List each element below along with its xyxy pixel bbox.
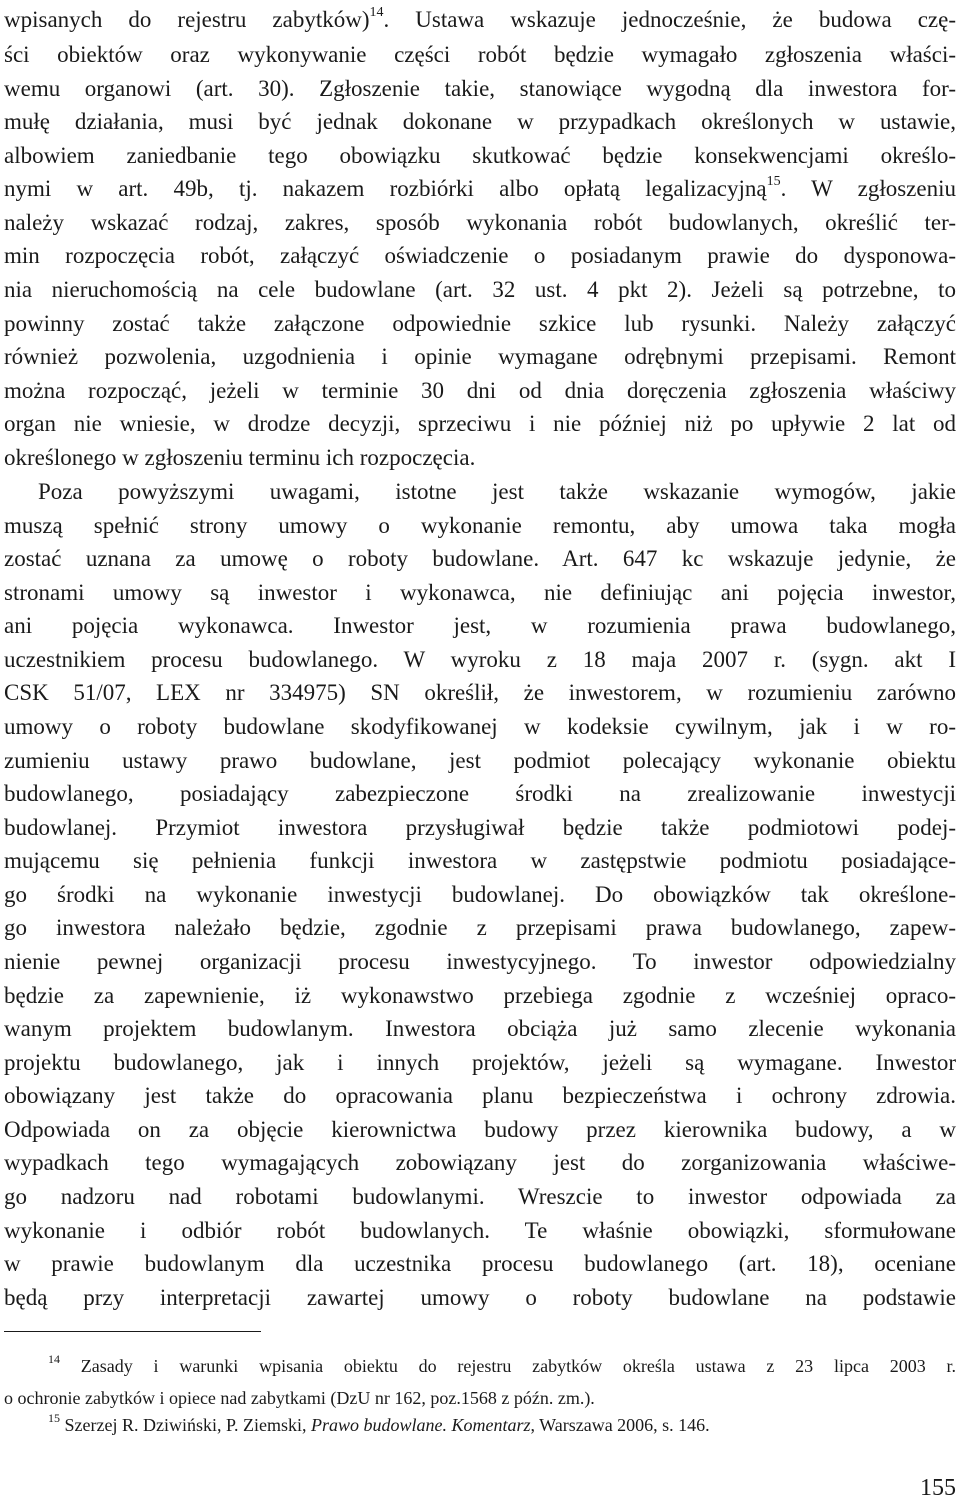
footnote-separator: [4, 1331, 261, 1332]
text-line: mującemu się pełnienia funkcji inwestora w zastępstwie podmiotu posiadające-: [4, 848, 956, 873]
text-line: budowlanej. Przymiot inwestora przysługiwał będzie także podmiotowi podej-: [4, 815, 956, 840]
footnote-text: Zasady i warunki wpisania obiektu do rejestru zabytków określa ustawa z 23 lipca 2003 r.: [80, 1356, 956, 1376]
footnote-14-continuation: o ochronie zabytków i opiece nad zabytkami (DzU nr 162, poz.1568 z późn. zm.).: [4, 1388, 595, 1408]
text-line: można rozpocząć, jeżeli w terminie 30 dni od dnia doręczenia zgłoszenia właściwy: [4, 378, 956, 403]
text-line: go nadzoru nad robotami budowlanymi. Wreszcie to inwestor odpowiada za: [4, 1184, 956, 1209]
page-number: 155: [920, 1475, 956, 1501]
text-line: w prawie budowlanym dla uczestnika procesu budowlanego (art. 18), oceniane: [4, 1251, 956, 1276]
text-line: ści obiektów oraz wykonywanie części robót będzie wymagało zgłoszenia właści-: [4, 42, 956, 67]
text-line: Odpowiada on za objęcie kierownictwa budowy przez kierownika budowy, a w: [4, 1117, 956, 1142]
text-line: powinny zostać także załączone odpowiednie szkice lub rysunki. Należy załączyć: [4, 311, 956, 336]
text-line: zumieniu ustawy prawo budowlane, jest podmiot polecający wykonanie obiektu: [4, 748, 956, 773]
footnote-number: 15: [48, 1411, 60, 1425]
text-line: organ nie wniesie, w drodze decyzji, sprzeciwu i nie później niż po upływie 2 lat od: [4, 411, 956, 436]
text-line: wemu organowi (art. 30). Zgłoszenie takie, stanowiące wygodną dla inwestora for-: [4, 76, 956, 101]
text-line: uczestnikiem procesu budowlanego. W wyroku z 18 maja 2007 r. (sygn. akt I: [4, 647, 956, 672]
text-line: albowiem zaniedbanie tego obowiązku skutkować będzie konsekwencjami określo-: [4, 143, 956, 168]
text-line: Poza powyższymi uwagami, istotne jest także wskazanie wymogów, jakie: [38, 479, 956, 504]
text-line: min rozpoczęcia robót, załączyć oświadczenie o posiadanym prawie do dysponowa-: [4, 243, 956, 268]
text-span: . W zgłoszeniu: [780, 176, 956, 201]
footnote-ref-15: 15: [766, 174, 781, 189]
footnote-15: [4, 1411, 956, 1439]
text-line: [4, 171, 956, 207]
text-line: CSK 51/07, LEX nr 334975) SN określił, że inwestorem, w rozumieniu zarówno: [4, 680, 956, 705]
text-line: należy wskazać rodzaj, zakres, sposób wykonania robót budowlanych, określić ter-: [4, 210, 956, 235]
text-span: nymi w art. 49b, tj. nakazem rozbiórki albo opłatą legalizacyjną: [4, 176, 767, 201]
text-line: wanym projektem budowlanym. Inwestora obciąża już samo zlecenie wykonania: [4, 1016, 956, 1041]
text-line: stronami umowy są inwestor i wykonawca, nie definiując ani pojęcia inwestor,: [4, 580, 956, 605]
text-line: go inwestora należało będzie, zgodnie z przepisami prawa budowlanego, zapew-: [4, 915, 956, 940]
text-line: go środki na wykonanie inwestycji budowlanej. Do obowiązków tak określone-: [4, 882, 956, 907]
footnote-number: 14: [48, 1352, 60, 1366]
text-line: wykonanie i odbiór robót budowlanych. Te właśnie obowiązki, sformułowane: [4, 1218, 956, 1243]
text-line: muszą spełnić strony umowy o wykonanie remontu, aby umowa taka mogła: [4, 513, 956, 538]
footnote-ref-14: 14: [369, 5, 384, 20]
text-line: obowiązany jest także do opracowania planu bezpieczeństwa i ochrony zdrowia.: [4, 1083, 956, 1108]
text-line: umowy o roboty budowlane skodyfikowanej w kodeksie cywilnym, jak i w ro-: [4, 714, 956, 739]
text-line: również pozwolenia, uzgodnienia i opinie wymagane odrębnymi przepisami. Remont: [4, 344, 956, 369]
text-line: określonego w zgłoszeniu terminu ich rozpoczęcia.: [4, 445, 476, 470]
footnote-text: , Warszawa 2006, s. 146.: [530, 1415, 710, 1435]
text-line: wypadkach tego wymagających zobowiązany jest do zorganizowania właściwe-: [4, 1150, 956, 1175]
footnote-book-title: Prawo budowlane. Komentarz: [310, 1415, 531, 1435]
text-line: nia nieruchomością na cele budowlane (art. 32 ust. 4 pkt 2). Jeżeli są potrzebne, to: [4, 277, 956, 302]
text-span: wpisanych do rejestru zabytków): [4, 7, 370, 32]
text-line: ani pojęcia wykonawca. Inwestor jest, w rozumienia prawa budowlanego,: [4, 613, 956, 638]
text-line: budowlanego, posiadający zabezpieczone środki na zrealizowanie inwestycji: [4, 781, 956, 806]
footnote-14: [4, 1352, 956, 1380]
text-line: mułę działania, musi być jednak dokonane w przypadkach określonych w ustawie,: [4, 109, 956, 134]
text-line: projektu budowlanego, jak i innych projektów, jeżeli są wymagane. Inwestor: [4, 1050, 956, 1075]
text-line: będą przy interpretacji zawartej umowy o roboty budowlane na podstawie: [4, 1285, 956, 1310]
text-line: zostać uznana za umowę o roboty budowlane. Art. 647 kc wskazuje jedynie, że: [4, 546, 956, 571]
text-line: będzie za zapewnienie, iż wykonawstwo przebiega zgodnie z wcześniej opraco-: [4, 983, 956, 1008]
footnote-text: Szerzej R. Dziwiński, P. Ziemski,: [64, 1415, 311, 1435]
text-line: nienie pewnej organizacji procesu inwestycyjnego. To inwestor odpowiedzialny: [4, 949, 956, 974]
text-line: [4, 2, 956, 38]
text-span: . Ustawa wskazuje jednocześnie, że budowa czę-: [383, 7, 956, 32]
